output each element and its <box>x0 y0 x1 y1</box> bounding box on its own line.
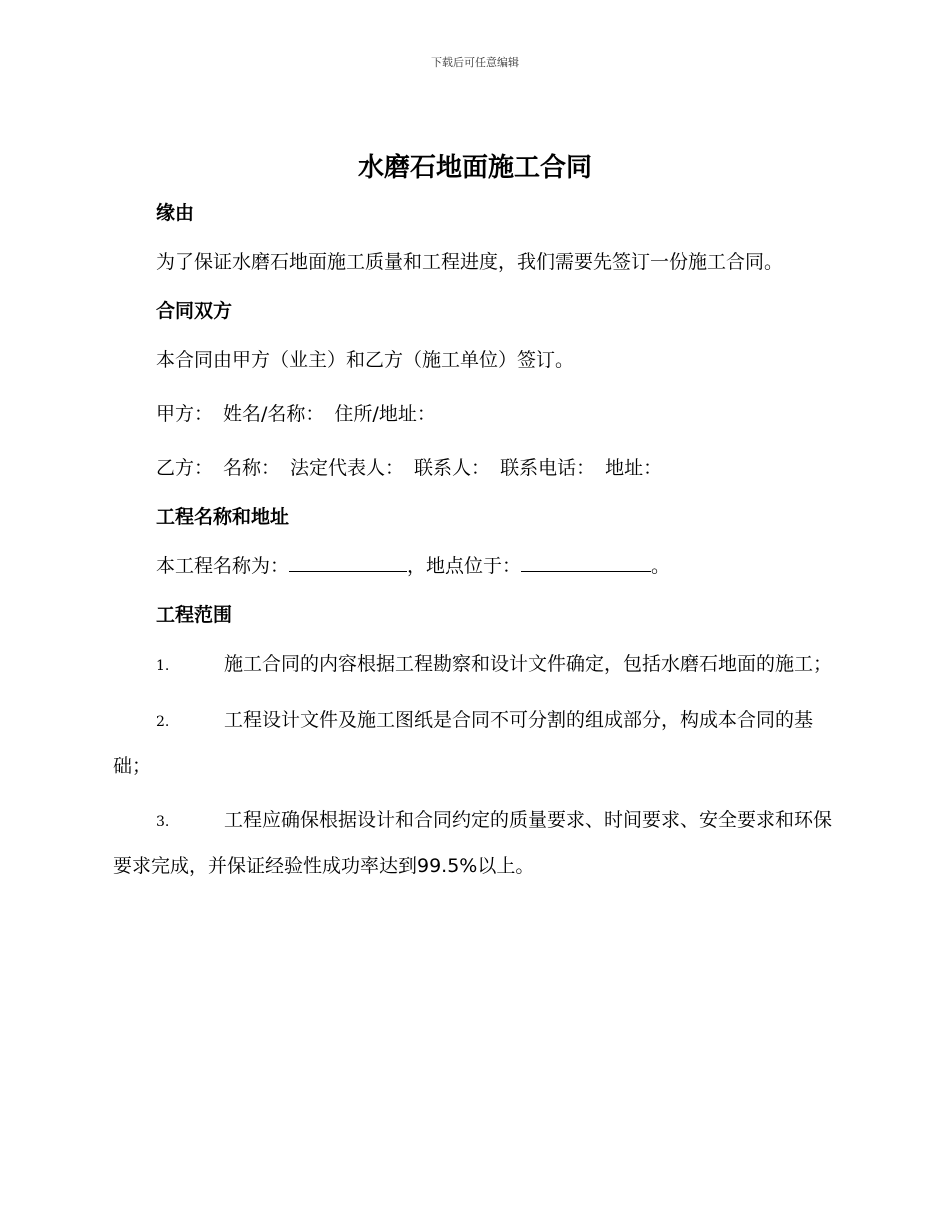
list-item-number: 3. <box>156 814 170 830</box>
project-location-prefix: ，地点位于： <box>407 555 522 577</box>
list-item-number: 2. <box>156 714 170 730</box>
parties-intro: 本合同由甲方（业主）和乙方（施工单位）签订。 <box>156 349 575 371</box>
list-item-text: 工程设计文件及施工图纸是合同不可分割的组成部分，构成本合同的基础； <box>113 709 814 777</box>
section-heading-reason: 缘由 <box>156 202 195 224</box>
party-b-field-name: 名称： <box>223 457 281 479</box>
list-item-text: 施工合同的内容根据工程勘察和设计文件确定，包括水磨石地面的施工； <box>224 653 833 675</box>
party-b-field-legal-rep: 法定代表人： <box>290 457 405 479</box>
party-b-line <box>113 446 835 490</box>
list-item <box>113 642 835 688</box>
party-a-field-address: 住所/地址： <box>334 403 436 425</box>
list-item-text: 工程应确保根据设计和合同约定的质量要求、时间要求、安全要求和环保要求完成，并保证经验性成功率达到99.5%以上。 <box>113 809 833 877</box>
section-heading-parties: 合同双方 <box>156 300 233 322</box>
party-b-label: 乙方： <box>156 457 214 479</box>
section-heading-project: 工程名称和地址 <box>156 506 290 528</box>
party-b-field-phone: 联系电话： <box>500 457 596 479</box>
list-item-number: 1. <box>156 658 170 674</box>
reason-paragraph: 为了保证水磨石地面施工质量和工程进度，我们需要先签订一份施工合同。 <box>156 251 784 273</box>
project-end-mark: 。 <box>651 555 671 577</box>
party-a-line <box>113 392 835 436</box>
project-line <box>113 544 835 588</box>
document-body <box>113 196 835 888</box>
project-location-blank[interactable] <box>521 553 651 572</box>
project-name-blank[interactable] <box>289 553 407 572</box>
party-a-label: 甲方： <box>156 403 214 425</box>
project-name-prefix: 本工程名称为： <box>156 555 290 577</box>
list-item <box>113 698 835 788</box>
list-item <box>113 798 835 888</box>
party-b-field-contact: 联系人： <box>414 457 491 479</box>
section-heading-scope: 工程范围 <box>156 604 233 626</box>
header-note: 下载后可任意编辑 <box>431 56 519 69</box>
document-title: 水磨石地面施工合同 <box>357 153 592 183</box>
party-a-field-name: 姓名/名称： <box>223 403 325 425</box>
party-b-field-address: 地址： <box>605 457 663 479</box>
